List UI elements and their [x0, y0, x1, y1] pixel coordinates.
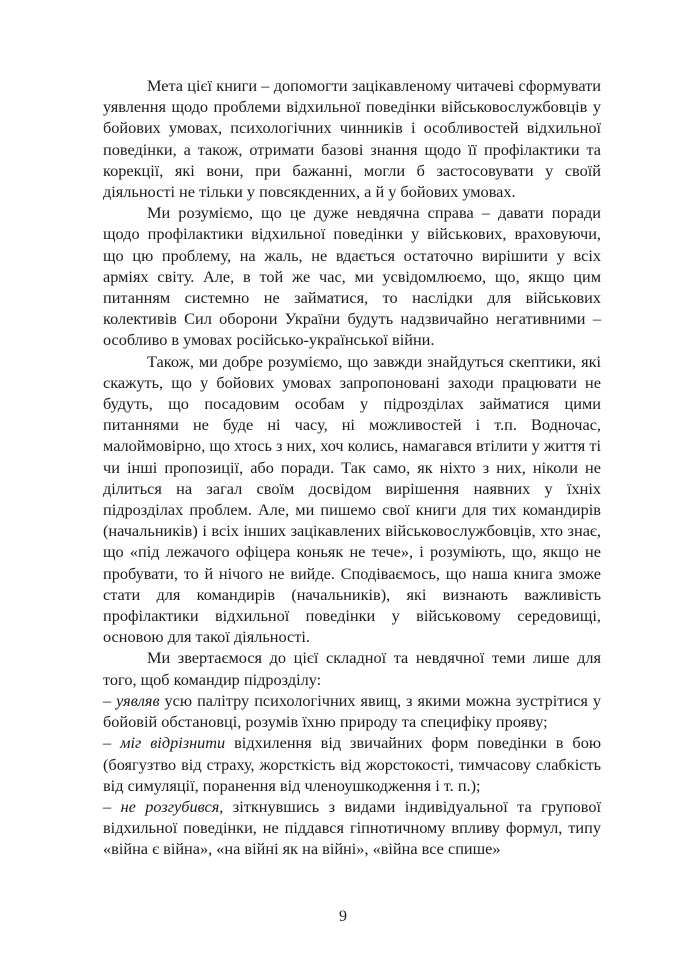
paragraph-purpose: Мета цієї книги – допомогти зацікавленому читачеві сформувати уявлення щодо проблеми відхильної поведінки військовослужбовців у бойових умовах, психологічних чинників і особливостей відхильної поведінки, а також, отримати базові знання щодо її профілактики та корекції, які вони, при бажанні, могли б застосовувати у своїй діяльності не тільки у повсякденних, а й у бойових умовах. [103, 76, 601, 202]
list-item-emphasis: не розгубився [120, 796, 220, 816]
list-item [103, 796, 601, 860]
list-item-emphasis: міг відрізнити [120, 733, 226, 753]
list-item-emphasis: уявляв [116, 690, 160, 710]
list-dash: – [103, 796, 121, 816]
list-item [103, 690, 601, 732]
body-text [103, 75, 601, 860]
paragraph-skeptics: Також, ми добре розуміємо, що завжди знайдуться скептики, які скажуть, що у бойових умовах запропоновані заходи працювати не будуть, що посадовим особам у підрозділах займатися цими питаннями не буде ні часу, ні можливостей і т.п. Водночас, малоймовірно, що хтось з них, хоч колись, намагався втілити у життя ті чи інші пропозиції, або поради. Так само, як ніхто з них, ніколи не ділиться на загал своїм досвідом вирішення наявних у їхніх підрозділах проблем. Але, ми пишемо свої книги для тих командирів (начальників) і всіх інших зацікавлених військовослужбовців, хто знає, що «під лежачого офіцера коньяк не тече», і розуміють, що, якщо не пробувати, то й нічого не вийде. Сподіваємось, що наша книга зможе стати для командирів (начальників), які визнають важливість профілактики відхильної поведінки у військовому середовищі, основою для такої діяльності. [103, 351, 602, 647]
list-item-text: , зіткнувшись з видами індивідуальної та групової відхильної поведінки, не піддався гіпнотичному впливу формул, типу «війна є війна», «на війні як на війні», «війна все спише» [103, 796, 601, 859]
paragraph-understanding: Ми розуміємо, що це дуже невдячна справа – давати поради щодо профілактики відхильної поведінки у військових, враховуючи, що цю проблему, на жаль, не вдається остаточно вирішити у всіх арміях світу. Але, в той же час, ми усвідомлюємо, що, якщо цим питанням системно не займатися, то наслідки для військових колективів Сил оборони України будуть надзвичайно негативними – особливо в умовах російсько-української війни. [103, 203, 601, 350]
list-item [103, 732, 601, 796]
page-number: 9 [339, 908, 347, 925]
list-dash: – [103, 690, 117, 710]
list-dash: – [103, 733, 121, 753]
paragraph-intro-list: Ми звертаємося до цієї складної та невдячної теми лише для того, щоб командир підрозділу: [103, 648, 601, 689]
list-item-text: відхилення від звичайних форм поведінки в бою (боягузтво від страху, жорсткість від жорстокості, тимчасову слабкість від симуляції, поранення від членоушкодження і т. п.); [103, 733, 601, 795]
list-item-text: усю палітру психологічних явищ, з якими можна зустрітися у бойовій обстановці, розумів їхню природу та специфіку прояву; [103, 690, 601, 732]
